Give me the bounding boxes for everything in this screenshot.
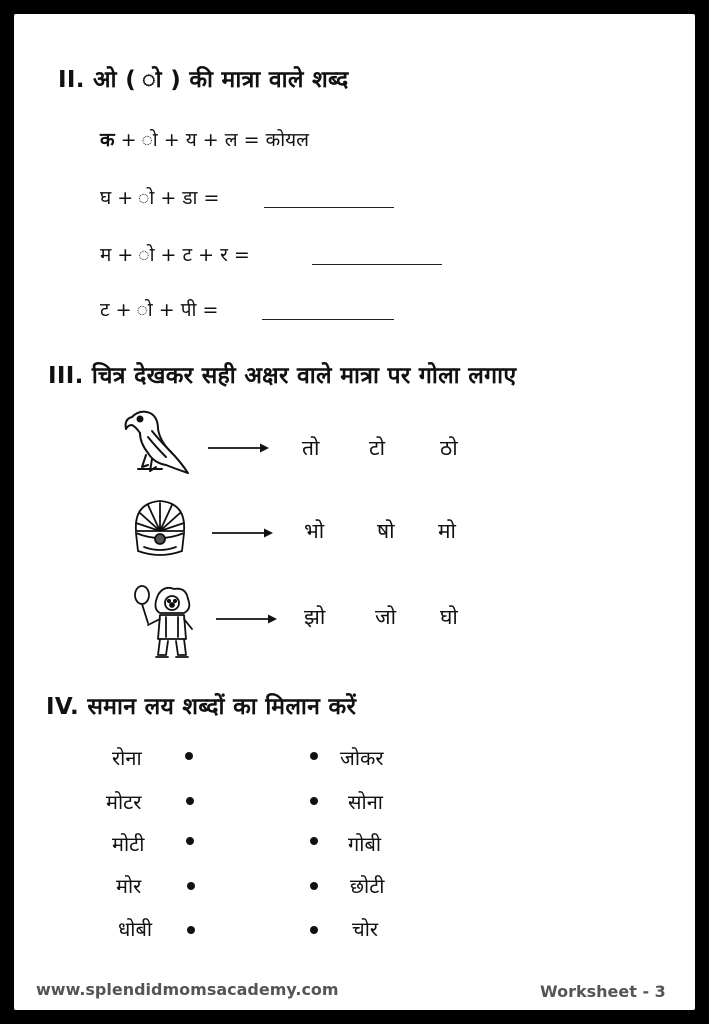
- left-word: धोबी: [118, 917, 153, 941]
- option-2-1[interactable]: भो: [304, 519, 325, 543]
- left-match-dot[interactable]: [185, 752, 193, 760]
- right-word: छोटी: [350, 874, 385, 898]
- right-match-dot[interactable]: [310, 837, 318, 845]
- parrot-picture: [118, 407, 194, 479]
- equation-1-rest: + ो + य + ल = कोयल: [120, 129, 310, 151]
- arrow-icon: [206, 442, 270, 454]
- arrow-icon: [210, 527, 274, 539]
- oyster-shell-picture: [130, 497, 190, 561]
- left-match-dot[interactable]: [186, 837, 194, 845]
- equation-row-1: [100, 126, 309, 152]
- left-word: मोटी: [112, 832, 145, 856]
- section-4-title: IV. समान लय शब्दों का मिलान करें: [46, 694, 357, 720]
- option-1-3[interactable]: ठो: [440, 436, 458, 460]
- equation-3-rest: + ो + ट + र =: [117, 244, 250, 266]
- equation-2-rest: + ो + डा =: [117, 187, 220, 209]
- right-match-dot[interactable]: [310, 926, 318, 934]
- option-2-2[interactable]: षो: [377, 519, 395, 543]
- website-link[interactable]: www.splendidmomsacademy.com: [36, 980, 339, 999]
- right-match-dot[interactable]: [310, 797, 318, 805]
- equation-row-4: [100, 296, 218, 322]
- arrow-icon: [214, 613, 278, 625]
- right-match-dot[interactable]: [310, 752, 318, 760]
- equation-4-letter: ट: [100, 299, 110, 321]
- worksheet-number: Worksheet - 3: [540, 982, 666, 1001]
- equation-4-rest: + ो + पी =: [115, 299, 219, 321]
- answer-blank-3[interactable]: [312, 264, 442, 265]
- right-word: गोबी: [348, 832, 382, 856]
- worksheet-page: [14, 14, 695, 1010]
- equation-3-letter: म: [100, 244, 112, 266]
- equation-row-3: [100, 241, 250, 267]
- option-2-3[interactable]: मो: [438, 519, 456, 543]
- left-word: मोर: [116, 874, 142, 898]
- option-1-2[interactable]: टो: [369, 436, 386, 460]
- left-word: रोना: [112, 746, 142, 770]
- section-3-title: III. चित्र देखकर सही अक्षर वाले मात्रा पर गोला लगाए: [48, 363, 517, 389]
- joker-picture: [130, 583, 198, 663]
- right-word: सोना: [348, 790, 383, 814]
- answer-blank-2[interactable]: [264, 207, 394, 208]
- right-match-dot[interactable]: [310, 882, 318, 890]
- section-2-title: II. ओ ( ो ) की मात्रा वाले शब्द: [58, 67, 349, 93]
- equation-2-letter: घ: [100, 187, 112, 209]
- right-word: चोर: [352, 917, 379, 941]
- left-match-dot[interactable]: [187, 882, 195, 890]
- answer-blank-4[interactable]: [262, 319, 394, 320]
- equation-1-letter: क: [100, 129, 115, 151]
- option-3-3[interactable]: घो: [440, 605, 458, 629]
- equation-row-2: [100, 184, 219, 210]
- option-1-1[interactable]: तो: [302, 436, 320, 460]
- left-match-dot[interactable]: [187, 926, 195, 934]
- left-word: मोटर: [106, 790, 142, 814]
- left-match-dot[interactable]: [186, 797, 194, 805]
- option-3-1[interactable]: झो: [304, 605, 326, 629]
- option-3-2[interactable]: जो: [375, 605, 397, 629]
- right-word: जोकर: [340, 746, 384, 770]
